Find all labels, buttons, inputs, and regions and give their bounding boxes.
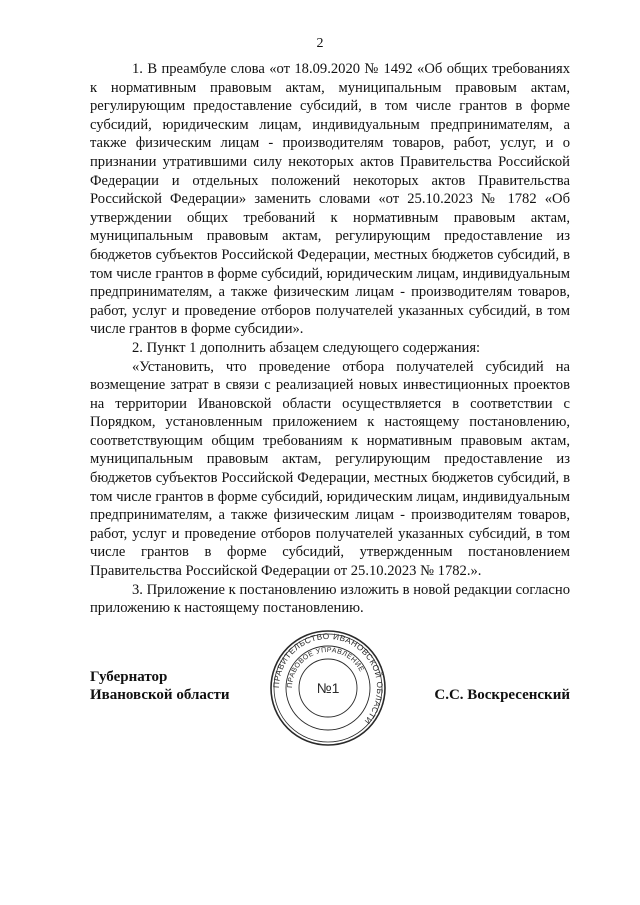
page-number: 2	[316, 36, 324, 51]
signer-title-line2: Ивановской области	[90, 687, 230, 703]
paragraph-2-insert: «Установить, что проведение отбора получателей субсидий на возмещение затрат в связи с реализацией новых инвестиционных проектов на территории Ивановской области осуществляется в соответствии с Порядком, установленным приложением к настоящему постановлению, соответствующим общим требованиям к нормативным правовым актам, муниципальным правовым актам, регулирующим предоставление из бюджетов субъектов Российской Федерации, местных бюджетов субсидий, в том числе грантов в форме субсидий, юридическим лицам, индивидуальным предпринимателям, а также физическим лицам - производителям товаров, работ, услуг и проведение отборов получателей указанных субсидий, в том числе грантов в форме субсидий, утвержденным постановлением Правительства Российской Федерации от 25.10.2023 № 1782.».	[90, 358, 570, 580]
signer-title	[90, 668, 230, 704]
stamp-inner-text: ПРАВОВОЕ УПРАВЛЕНИЕ	[286, 646, 365, 689]
signer-title-line1: Губернатор	[90, 669, 168, 685]
paragraph-2: 2. Пункт 1 дополнить абзацем следующего содержания:	[132, 339, 481, 356]
paragraph-1: 1. В преамбуле слова «от 18.09.2020 № 1492 «Об общих требованиях к нормативным правовым актам, муниципальным правовым актам, регулирующим предоставление субсидий, в том числе грантов в форме субсидий, юридическим лицам, индивидуальным предпринимателям, а также физическим лицам - производителям товаров, работ, услуг, и о признании утратившими силу некоторых актов Правительства Российской Федерации и отдельных положений некоторых актов Правительства Российской Федерации» заменить словами «от 25.10.2023 № 1782 «Об утверждении общих требований к нормативным правовым актам, муниципальным правовым актам, регулирующим предоставление из бюджетов субъектов Российской Федерации, местных бюджетов субсидий, в том числе грантов в форме субсидий, юридическим лицам, индивидуальным предпринимателям, а также физическим лицам - производителям товаров, работ, услуг и проведение отборов получателей указанных субсидий, в том числе грантов в форме субсидии».	[90, 61, 570, 338]
official-stamp	[268, 628, 388, 748]
stamp-outer-text: ПРАВИТЕЛЬСТВО ИВАНОВСКОЙ ОБЛАСТИ	[271, 631, 385, 727]
document-body	[90, 60, 570, 618]
stamp-number: №1	[316, 680, 340, 696]
signer-name: С.С. Воскресенский	[434, 687, 570, 703]
paragraph-3: 3. Приложение к постановлению изложить в новой редакции согласно приложению к настоящему постановлению.	[90, 581, 570, 617]
